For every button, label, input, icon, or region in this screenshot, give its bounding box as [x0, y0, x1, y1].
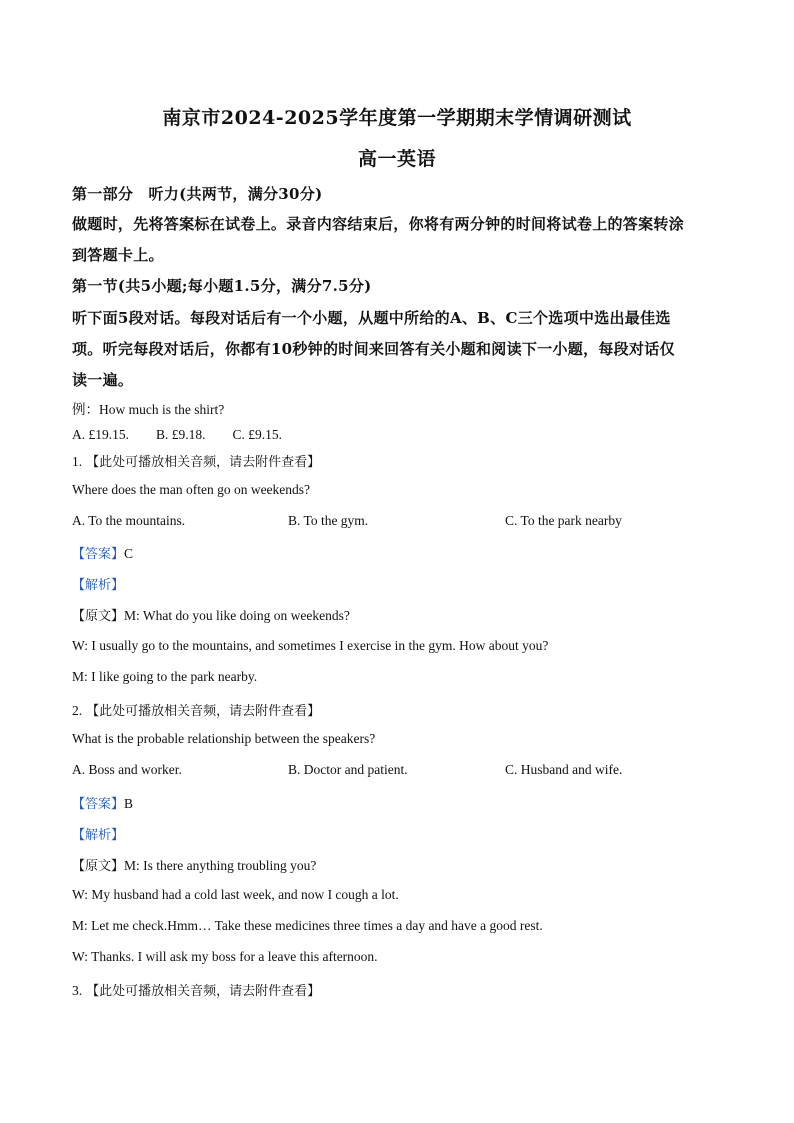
question-1-option-a: A. To the mountains.: [72, 513, 186, 528]
question-2-analysis: [72, 824, 124, 844]
transcript-line: M: Is there anything troubling you?: [124, 858, 317, 873]
audio-placeholder: 【此处可播放相关音频，请去附件查看】: [86, 984, 321, 999]
question-2-option-a: A. Boss and worker.: [72, 762, 182, 777]
question-1-transcript-3: M: I like going to the park nearby.: [72, 669, 258, 684]
question-2-header: [72, 700, 320, 720]
instruction-line-1: 做题时，先将答案标在试卷上。录音内容结束后，你将有两分钟的时间将试卷上的答案转涂: [72, 215, 685, 233]
section-heading: 第一部分 听力(共两节，满分30分): [72, 185, 323, 203]
question-2-transcript-3: M: Let me check.Hmm… Take these medicines three times a day and have a good rest.: [72, 918, 543, 933]
question-1-transcript-2: W: I usually go to the mountains, and sometimes I exercise in the gym. How about you?: [72, 638, 549, 653]
page-title: 南京市2024-2025学年度第一学期期末学情调研测试: [162, 107, 632, 129]
question-3-header: [72, 980, 320, 1000]
question-2-option-c: C. Husband and wife.: [505, 762, 623, 777]
subsection-heading: 第一节(共5小题;每小题1.5分，满分7.5分): [72, 277, 372, 295]
audio-placeholder: 【此处可播放相关音频，请去附件查看】: [86, 704, 321, 719]
question-2-transcript-2: W: My husband had a cold last week, and now I cough a lot.: [72, 887, 399, 902]
question-2-answer: [72, 793, 133, 813]
question-1-option-c: C. To the park nearby: [505, 513, 622, 528]
answer-value: C: [124, 546, 134, 561]
transcript-line: M: What do you like doing on weekends?: [124, 608, 350, 623]
answer-label: 【答案】: [72, 547, 125, 562]
audio-placeholder: 【此处可播放相关音频，请去附件查看】: [86, 455, 321, 470]
transcript-label: 【原文】: [72, 609, 125, 624]
directions-line-3: 读一遍。: [72, 371, 134, 389]
answer-label: 【答案】: [72, 797, 125, 812]
question-1-header: [72, 451, 320, 471]
question-2-text: What is the probable relationship between the speakers?: [72, 731, 376, 746]
question-1-analysis: [72, 574, 124, 594]
question-number: 3.: [72, 983, 83, 998]
instruction-line-2: 到答题卡上。: [72, 246, 164, 264]
question-1-text: Where does the man often go on weekends?: [72, 482, 311, 497]
example-question: 例：How much is the shirt?: [72, 402, 225, 417]
question-1-answer: [72, 543, 133, 563]
analysis-label: 【解析】: [72, 828, 125, 843]
directions-line-2: 项。听完每段对话后，你都有10秒钟的时间来回答有关小题和阅读下一小题，每段对话仅: [72, 340, 675, 358]
question-2-transcript-1: [72, 855, 316, 875]
directions-line-1: 听下面5段对话。每段对话后有一个小题，从题中所给的A、B、C三个选项中选出最佳选: [72, 309, 671, 327]
analysis-label: 【解析】: [72, 578, 125, 593]
answer-value: B: [124, 796, 134, 811]
question-number: 2.: [72, 703, 83, 718]
example-options: A. £19.15. B. £9.18. C. £9.15.: [72, 427, 283, 442]
question-1-transcript-1: [72, 605, 350, 625]
page-subtitle: 高一英语: [357, 148, 436, 170]
question-number: 1.: [72, 454, 83, 469]
question-2-transcript-4: W: Thanks. I will ask my boss for a leave this afternoon.: [72, 949, 378, 964]
transcript-label: 【原文】: [72, 859, 125, 874]
question-1-option-b: B. To the gym.: [288, 513, 369, 528]
question-2-option-b: B. Doctor and patient.: [288, 762, 408, 777]
